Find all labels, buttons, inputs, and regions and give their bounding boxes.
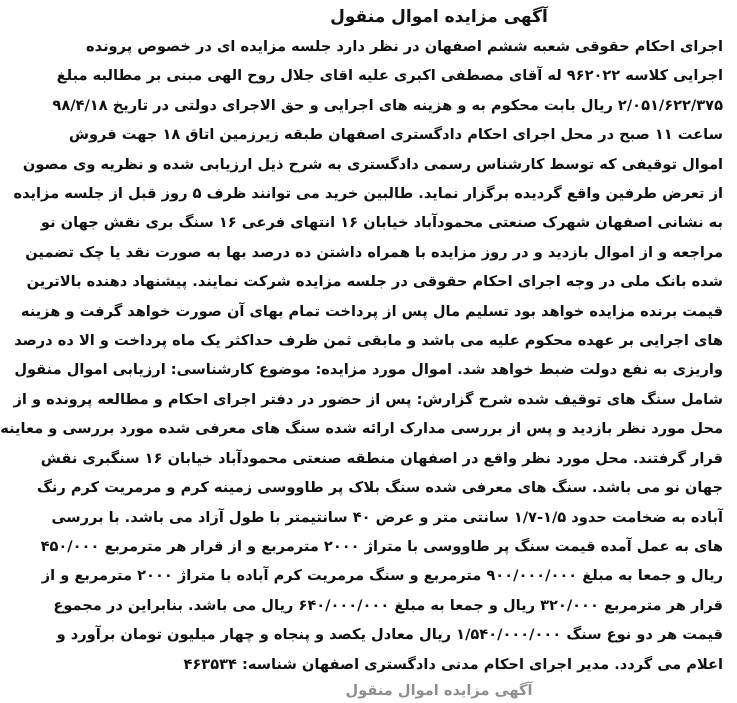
notice-line: از تعرض طرفین واقع گردیده برگزار نماید. طالبین خرید می توانند ظرف ۵ روز قبل از جلسه مزایده <box>13 185 723 203</box>
notice-title: آگهی مزایده اموال منقول <box>330 7 548 27</box>
notice-line: قرار گرفتند. محل مورد نظر واقع در اصفهان منطقه صنعتی محمودآباد خیابان ۱۶ سنگبری نقش <box>40 449 723 467</box>
notice-line: آباده به ضخامت حدود ۱/۵-۱/۷ سانتی متر و عرض ۴۰ سانتیمتر با طول آزاد می باشد. با بررسی <box>51 508 723 526</box>
notice-line: قیمت هر دو نوع سنگ ۱/۵۴۰/۰۰۰/۰۰۰ ریال معادل یکصد و پنجاه و چهار میلیون تومان برآورد و <box>56 626 723 644</box>
notice-line: واریزی به نفع دولت ضبط خواهد شد. اموال مورد مزایده: موضوع کارشناسی: ارزیابی اموال منقول <box>14 361 723 379</box>
notice-line: ساعت ۱۱ صبح در محل اجرای احکام دادگستری اصفهان طبقه زیرزمین اتاق ۱۸ جهت فروش <box>68 126 723 144</box>
cut-off-footer-text: آگهی مزایده اموال منقول <box>345 681 533 699</box>
notice-line: محل مورد نظر بازدید و پس از بررسی مدارک ارائه شده سنگ های معرفی شده مورد بررسی و معاینه <box>0 420 723 438</box>
notice-line: مراجعه و از اموال بازدید و در روز مزایده با همراه داشتن ده درصد بها به صورت نقد یا چک تضمین <box>25 243 723 261</box>
notice-line: اموال توقیفی که توسط کارشناس رسمی دادگستری به شرح ذیل ارزیابی شده و نظریه وی مصون <box>22 155 723 173</box>
notice-line: اجرای احکام حقوقی شعبه ششم اصفهان در نظر دارد جلسه مزایده ای در خصوص پرونده <box>86 38 723 55</box>
notice-line: اجرایی کلاسه ۹۶۲۰۲۲ له آقای مصطفی اکبری علیه اقای جلال روح الهی مبنی بر مطالبه مبلغ <box>56 67 723 85</box>
notice-line: اعلام می گردد. مدیر اجرای احکام مدنی دادگستری اصفهان شناسه: ۴۶۳۵۳۴ <box>183 655 723 673</box>
notice-line: جهان نو می باشد. سنگ های معرفی شده سنگ بلاک پر طاووسی زمینه کرم و مرمریت کرم رنگ <box>36 479 723 497</box>
notice-line: شده بانک ملی در وجه اجرای احکام حقوقی در جلسه مزایده شرکت نمایند. پیشنهاد دهنده بالاترین <box>26 273 723 291</box>
notice-line: شامل سنگ های توقیف شده شرح گزارش: پس از حضور در دفتر اجرای احکام و مطالعه پرونده و از <box>13 390 723 408</box>
notice-line: های اجرایی بر عهده محکوم علیه می باشد و مابقی ثمن ظرف حداکثر یک ماه پرداخت و الا ده درصد <box>14 332 723 350</box>
notice-line: قرار هر مترمربع ۳۲۰/۰۰۰ ریال و جمعا به مبلغ ۶۴۰/۰۰۰/۰۰۰ ریال می باشد. بنابراین در مجموع <box>53 596 723 614</box>
notice-line: های به عمل آمده قیمت سنگ پر طاووسی با متراژ ۲۰۰۰ مترمربع و از قرار هر مترمربع ۴۵۰/۰۰۰ <box>40 537 723 555</box>
notice-line: قیمت برنده مزایده خواهد بود تسلیم مال پس از پرداخت تمام بهای آن صورت خواهد گرفت و هزینه <box>20 302 723 320</box>
notice-line: ۲/۰۵۱/۶۲۲/۳۷۵ ریال بابت محکوم به و هزینه های اجرایی و حق الاجرای دولتی در تاریخ ۹۸/۴/۱۸ <box>52 96 723 114</box>
notice-body <box>0 32 723 679</box>
notice-line: ریال و جمعا به مبلغ ۹۰۰/۰۰۰/۰۰۰ مترمربع و سنگ مرمریت کرم آباده با متراژ ۲۰۰۰ مترمربع و از <box>41 567 723 585</box>
notice-line: به نشانی اصفهان شهرک صنعتی محمودآباد خیابان ۱۶ انتهای فرعی ۱۶ سنگ بری نقش جهان نو <box>40 214 723 232</box>
